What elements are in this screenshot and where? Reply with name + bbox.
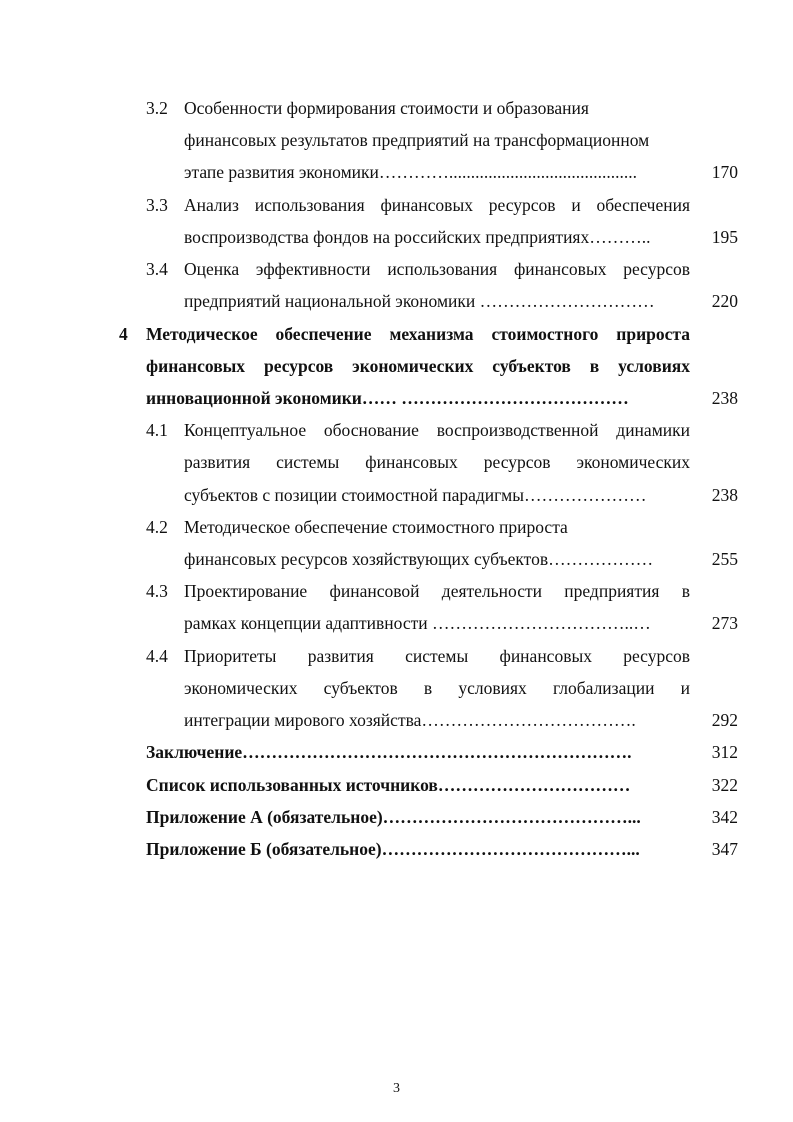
toc-entry-3-4-line1: Оценка эффективности использования финансовых ресурсов <box>184 259 690 279</box>
toc-entry-4-3-line2: рамках концепции адаптивности ……………………………..… <box>184 613 651 633</box>
toc-page-4-3: 273 <box>711 613 738 633</box>
toc-page-4-1: 238 <box>711 485 738 505</box>
toc-entry-conclusion: Заключение…………………………………………………………. <box>146 742 632 762</box>
toc-page-3-4: 220 <box>711 291 738 311</box>
toc-entry-4-1-line1: Концептуальное обоснование воспроизводственной динамики <box>184 420 690 440</box>
toc-entry-3-2-line3: этапе развития экономики…………........................................... <box>184 162 638 182</box>
toc-entry-4-line3: инновационной экономики…… ………………………………… <box>146 388 629 408</box>
toc-page-sources: 322 <box>711 775 738 795</box>
toc-entry-appendix-b: Приложение Б (обязательное)……………………………………... <box>146 839 640 859</box>
toc-entry-4-1-line2: развития системы финансовых ресурсов экономических <box>184 452 690 472</box>
toc-page-conclusion: 312 <box>711 742 738 762</box>
toc-number-4-1: 4.1 <box>146 420 168 440</box>
toc-page-4: 238 <box>711 388 738 408</box>
toc-page-appendix-b: 347 <box>711 839 738 859</box>
toc-entry-3-2-line1: Особенности формирования стоимости и образования <box>184 98 589 118</box>
toc-number-3-4: 3.4 <box>146 259 168 279</box>
toc-page-4-4: 292 <box>711 710 738 730</box>
page-number: 3 <box>393 1081 400 1096</box>
toc-entry-appendix-a: Приложение А (обязательное)……………………………………... <box>146 807 641 827</box>
toc-page-3-2: 170 <box>711 162 738 182</box>
toc-page-3-3: 195 <box>711 227 738 247</box>
toc-number-4-4: 4.4 <box>146 646 168 666</box>
toc-number-3-3: 3.3 <box>146 195 168 215</box>
toc-number-4-3: 4.3 <box>146 581 168 601</box>
toc-entry-4-2-line1: Методическое обеспечение стоимостного прироста <box>184 517 568 537</box>
toc-entry-4-4-line2: экономических субъектов в условиях глобализации и <box>184 678 690 698</box>
toc-entry-4-2-line2: финансовых ресурсов хозяйствующих субъектов……………… <box>184 549 654 569</box>
toc-entry-sources: Список использованных источников…………………………… <box>146 775 631 795</box>
toc-entry-3-3-line2: воспроизводства фондов на российских предприятиях……….. <box>184 227 651 247</box>
toc-entry-3-2-line2: финансовых результатов предприятий на трансформационном <box>184 130 650 150</box>
toc-number-4-2: 4.2 <box>146 517 168 537</box>
toc-number-4: 4 <box>119 324 128 344</box>
toc-number-3-2: 3.2 <box>146 98 168 118</box>
toc-page-appendix-a: 342 <box>711 807 738 827</box>
toc-page-4-2: 255 <box>711 549 738 569</box>
toc-entry-4-3-line1: Проектирование финансовой деятельности предприятия в <box>184 581 690 601</box>
toc-entry-4-line1: Методическое обеспечение механизма стоимостного прироста <box>146 324 690 344</box>
toc-entry-4-1-line3: субъектов с позиции стоимостной парадигмы………………… <box>184 485 647 505</box>
toc-entry-3-4-line2: предприятий национальной экономики ………………………… <box>184 291 655 311</box>
toc-entry-4-4-line1: Приоритеты развития системы финансовых ресурсов <box>184 646 690 666</box>
toc-entry-4-4-line3: интеграции мирового хозяйства………………………………. <box>184 710 636 730</box>
toc-entry-4-line2: финансовых ресурсов экономических субъектов в условиях <box>146 356 690 376</box>
toc-entry-3-3-line1: Анализ использования финансовых ресурсов и обеспечения <box>184 195 690 215</box>
